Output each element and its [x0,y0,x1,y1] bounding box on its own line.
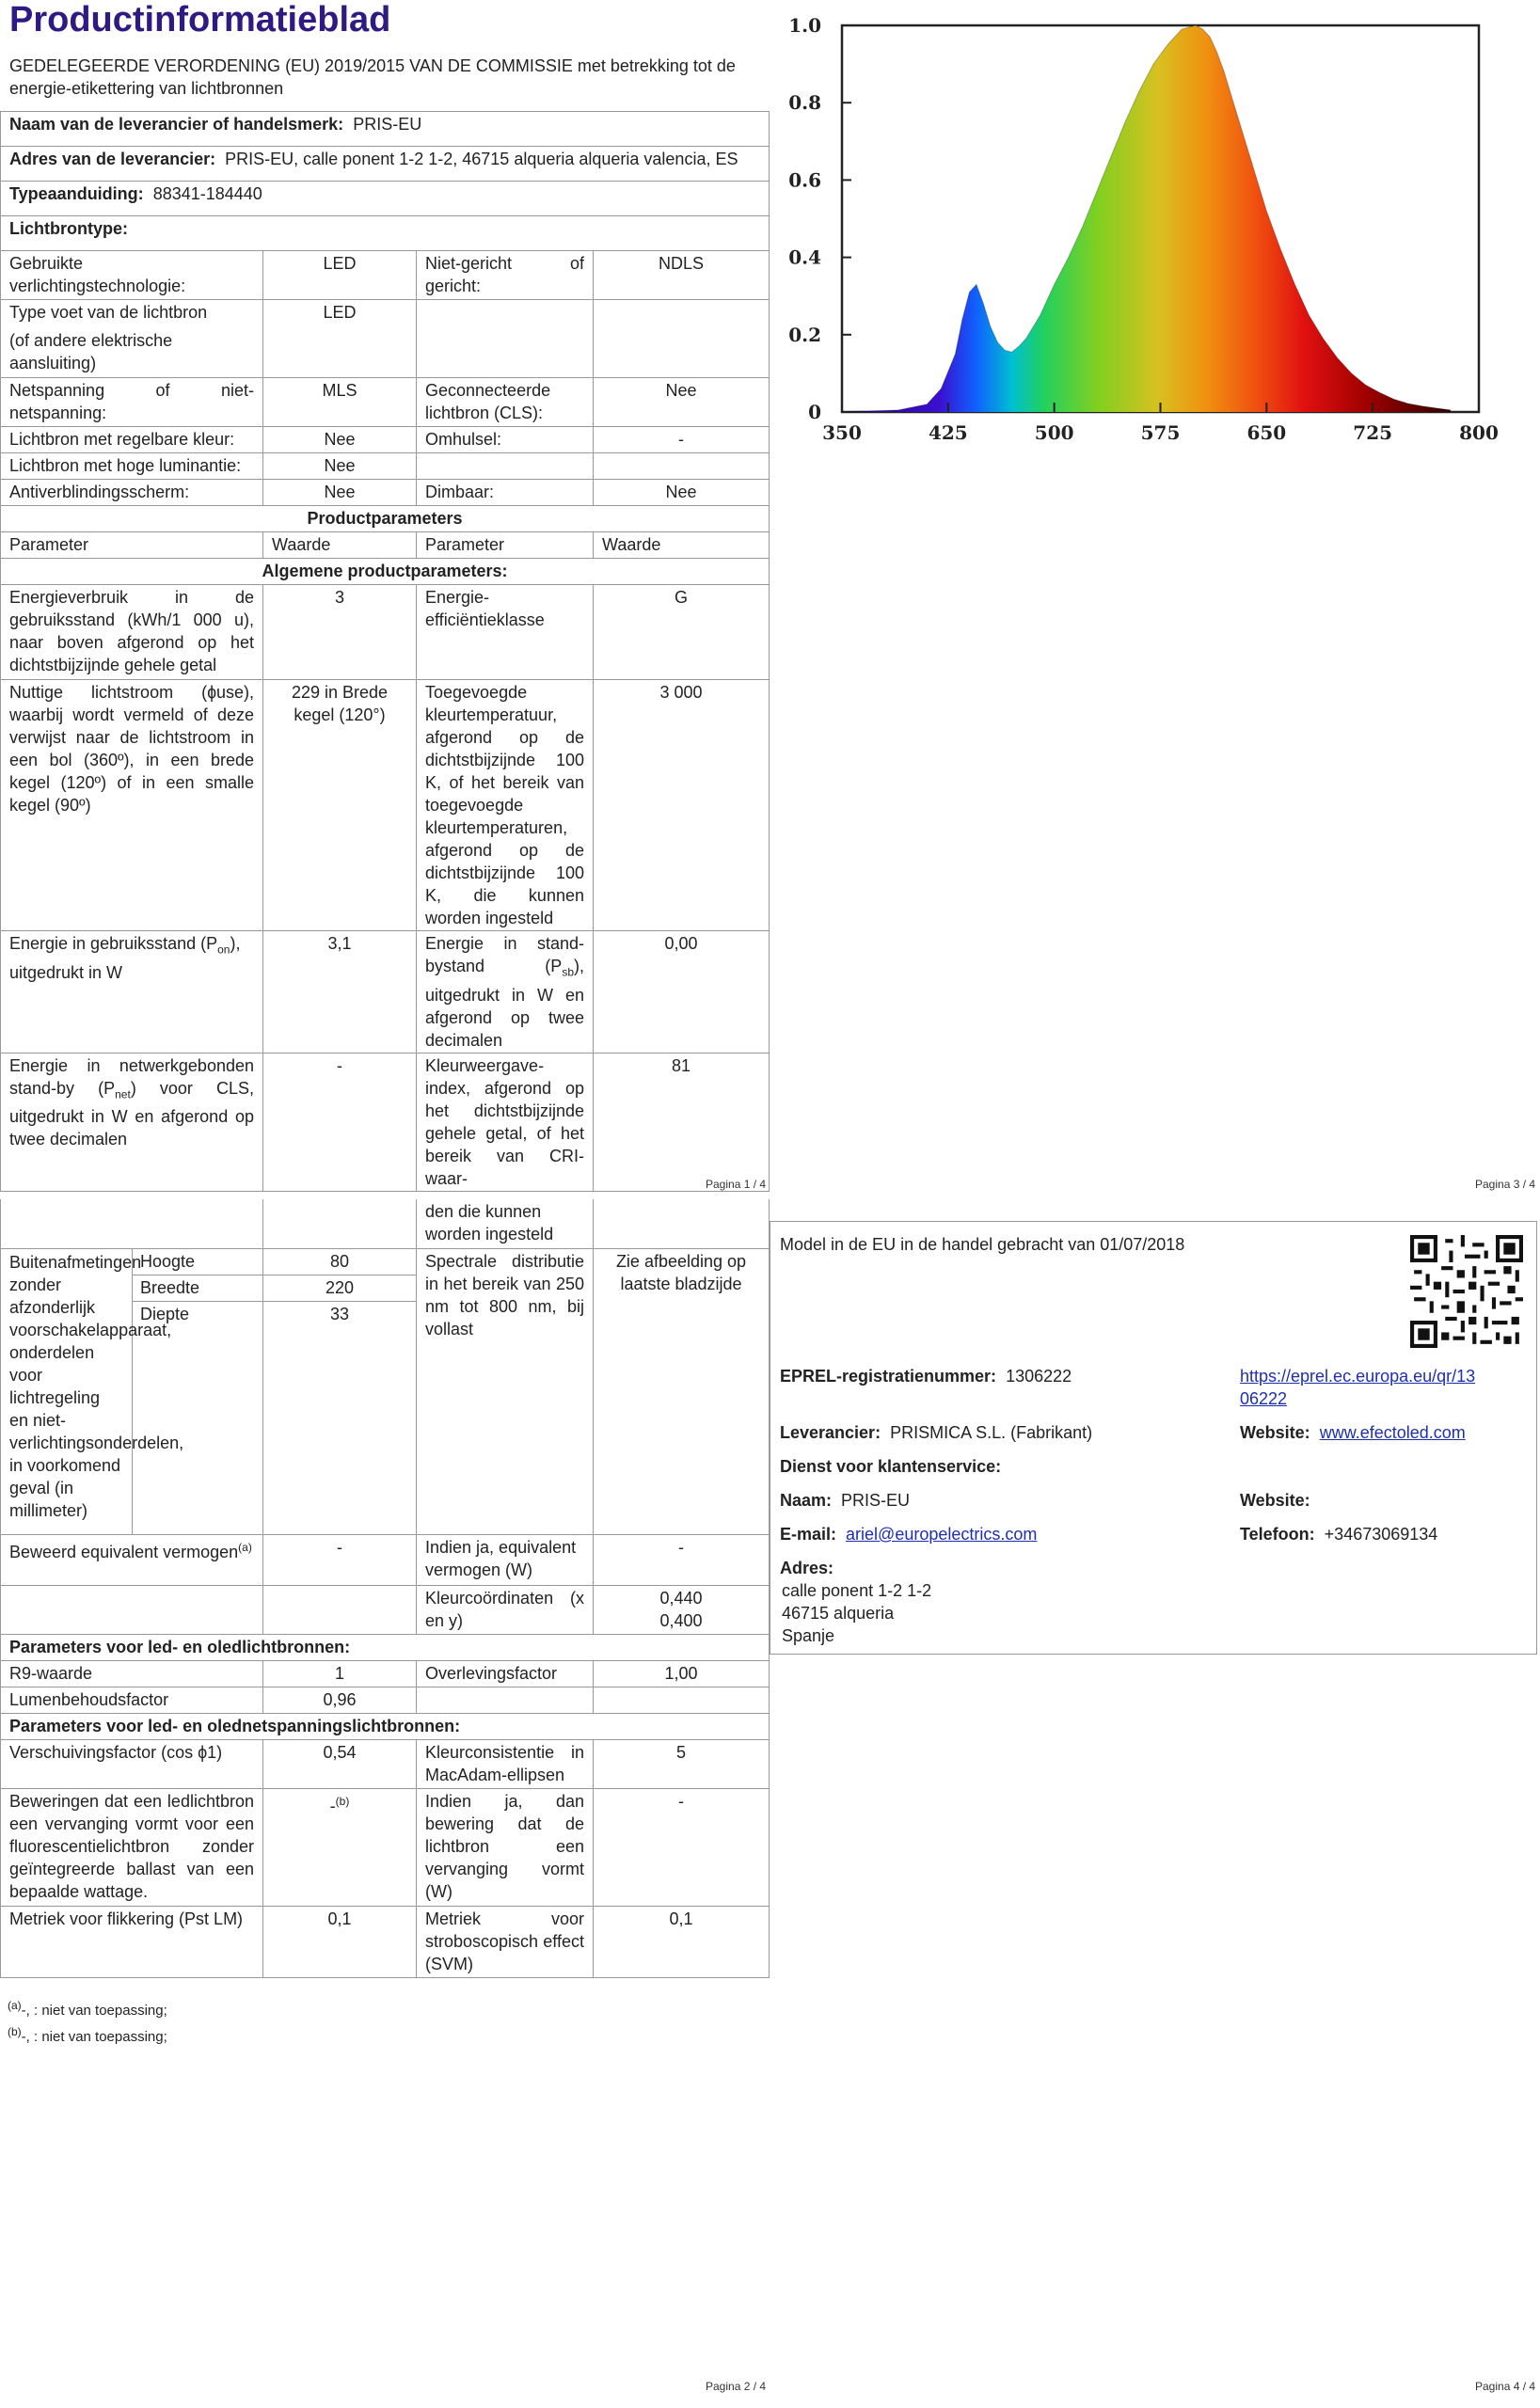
x-tick-label: 575 [1140,421,1181,444]
model-row [1,182,770,216]
energy-class-label: Energie-efficiëntieklasse [417,585,594,680]
high-luminance-value: Nee [263,453,417,480]
footnote-a-mark: (a) [8,1999,22,2012]
led-mains-parameters-heading: Parameters voor led- en olednetspanningslichtbronnen: [1,1713,770,1739]
footnote-b [8,2020,167,2049]
page-number-3: Pagina 3 / 4 [1475,1178,1536,1191]
cap-empty-cell-2 [594,300,770,378]
footnote-a [8,1994,167,2022]
eprel-info-box [770,1221,1537,1655]
model-value: 88341-184440 [152,184,262,203]
column-header-value-2: Waarde [594,532,770,559]
mains-label: Netspanning of niet-netspanning: [1,378,263,427]
standby-power-label-text-2: ), uitgedrukt in W en afgerond op twee decimalen [425,957,584,1050]
qr-code-icon[interactable] [1410,1235,1523,1348]
service-address-line2: 46715 alqueria [782,1604,895,1623]
displacement-factor-value: 0,54 [263,1739,417,1788]
cct-value: 3 000 [594,680,770,931]
replacement-claim-value [263,1788,417,1906]
replacement-claim-footnote-mark: (b) [335,1794,350,1808]
service-email-link[interactable]: ariel@europelectrics.com [846,1525,1038,1544]
technology-value: LED [263,251,417,300]
cri-label: Kleurweergave-index, afgerond op het dichtstbijzijnde gehele getal, of het bereik van CRI-waar- [417,1053,594,1191]
service-name [780,1489,910,1512]
equivalent-power-label: Indien ja, equivalent vermogen (W) [417,1534,594,1585]
supplier-info-value: PRISMICA S.L. (Fabrikant) [890,1423,1093,1442]
height-value: 80 [263,1248,417,1275]
useful-flux-value: 229 in Brede kegel (120°) [263,680,417,931]
customer-service-heading: Dienst voor klantenservice: [780,1457,1002,1476]
spectral-distribution-value: Zie afbeelding op laatste bladzijde [594,1248,770,1534]
standby-power-value: 0,00 [594,931,770,1054]
address-label: Adres van de leverancier: [9,150,216,168]
cap-type-value: LED [263,300,417,378]
x-tick-label: 500 [1034,421,1074,444]
r9-label: R9-waarde [1,1660,263,1687]
depth-value: 33 [263,1301,417,1534]
supplier-info [780,1421,1092,1444]
product-info-table-continued [0,1199,770,1978]
footnote-b-mark: (b) [8,2025,22,2038]
replacement-claim-value-text: - [329,1796,336,1815]
cls-value: Nee [594,378,770,427]
directional-value: NDLS [594,251,770,300]
supplier-value: PRIS-EU [353,115,422,134]
footnote-b-text: -, : niet van toepassing; [21,2029,167,2045]
service-phone [1240,1523,1437,1545]
supplier-website-label: Website: [1240,1423,1310,1442]
cri-value: 81 [594,1053,770,1191]
y-tick-label: 0.8 [788,91,821,115]
empty-cell [417,453,594,480]
service-phone-value: +34673069134 [1324,1525,1438,1544]
empty-cell [263,1199,417,1248]
high-luminance-label: Lichtbron met hoge luminantie: [1,453,263,480]
anti-glare-value: Nee [263,480,417,506]
replacement-power-label: Indien ja, dan bewering dat de lichtbron een vervanging vormt (W) [417,1788,594,1906]
technology-label: Gebruikte verlichtingstechnologie: [1,251,263,300]
claimed-power-label [1,1534,263,1585]
networked-standby-value: - [263,1053,417,1191]
x-tick-label: 425 [928,421,968,444]
mains-value: MLS [263,378,417,427]
stroboscopic-metric-label: Metriek voor stroboscopisch effect (SVM) [417,1906,594,1977]
service-email [780,1523,1037,1545]
y-tick-label: 0 [808,401,821,423]
page-number-2: Pagina 2 / 4 [706,2380,767,2393]
address-row [1,147,770,182]
r9-value: 1 [263,1660,417,1687]
empty-cell [1,1585,263,1634]
empty-cell [1,1199,263,1248]
column-header-value: Waarde [263,532,417,559]
standby-power-label [417,931,594,1054]
page-title: Productinformatieblad [9,0,391,40]
dimmable-label: Dimbaar: [417,480,594,506]
lumen-maintenance-label: Lumenbehoudsfactor [1,1687,263,1713]
supplier-info-label: Leverancier: [780,1423,881,1442]
width-value: 220 [263,1275,417,1301]
footnote-a-text: -, : niet van toepassing; [21,2003,167,2019]
envelope-value: - [594,427,770,453]
dimensions-label: Buitenafmetingen zonder afzonderlijk voorschakelapparaat, onderdelen voor lichtregeling en niet-verlichtingsonderdelen, in voorkomend geval (in millimeter) [1,1248,133,1534]
address-value: PRIS-EU, calle ponent 1-2 1-2, 46715 alqueria alqueria valencia, ES [225,150,738,168]
on-mode-power-label-text-2: ), uitgedrukt in W [9,934,241,982]
cap-type-label-line1: Type voet van de lichtbron [9,303,208,322]
tunable-colour-value: Nee [263,427,417,453]
service-email-label: E-mail: [780,1525,837,1544]
on-mode-power-value: 3,1 [263,931,417,1054]
equivalent-power-value: - [594,1534,770,1585]
x-tick-label: 800 [1459,421,1499,444]
service-address-line1: calle ponent 1-2 1-2 [782,1581,932,1600]
macadam-value: 5 [594,1739,770,1788]
model-label: Typeaanduiding: [9,184,144,203]
page-number-1: Pagina 1 / 4 [706,1178,767,1191]
empty-cell [263,1585,417,1634]
page-number-4: Pagina 4 / 4 [1475,2380,1536,2393]
x-tick-label: 350 [822,421,862,444]
cri-label-continued: den die kunnen worden ingesteld [417,1199,594,1248]
empty-cell [594,1199,770,1248]
stroboscopic-metric-value: 0,1 [594,1906,770,1977]
envelope-label: Omhulsel: [417,427,594,453]
claimed-power-footnote-mark: (a) [238,1540,252,1554]
lightsource-type-heading: Lichtbrontype: [1,216,770,251]
cap-empty-cell [417,300,594,378]
spectral-distribution-chart [771,0,1540,461]
width-label: Breedte [133,1275,263,1301]
chromaticity-y: 0,400 [659,1610,703,1630]
standby-power-sub: sb [562,965,574,979]
replacement-power-value: - [594,1788,770,1906]
y-tick-label: 1.0 [788,14,821,37]
networked-standby-label-text-2: ) voor CLS, uitgedrukt in W en afgerond op twee decimalen [9,1078,254,1149]
spectral-distribution-label: Spectrale distributie in het bereik van 250 nm tot 800 nm, bij vollast [417,1248,594,1534]
led-parameters-heading: Parameters voor led- en oledlichtbronnen: [1,1634,770,1660]
energy-class-value: G [594,585,770,680]
flicker-metric-label: Metriek voor flikkering (Pst LM) [1,1906,263,1977]
dimmable-value: Nee [594,480,770,506]
supplier-row [1,112,770,147]
survival-factor-value: 1,00 [594,1660,770,1687]
macadam-label: Kleurconsistentie in MacAdam-ellipsen [417,1739,594,1788]
y-tick-label: 0.2 [788,323,821,346]
service-phone-label: Telefoon: [1240,1525,1315,1544]
tunable-colour-label: Lichtbron met regelbare kleur: [1,427,263,453]
column-header-parameter: Parameter [1,532,263,559]
service-name-value: PRIS-EU [841,1491,911,1510]
service-website-label: Website: [1240,1491,1310,1510]
regulation-subtitle: GEDELEGEERDE VERORDENING (EU) 2019/2015 VAN DE COMMISSIE met betrekking tot de energie-etikettering van lichtbronnen [9,56,736,98]
cap-type-label [1,300,263,378]
column-header-parameter-2: Parameter [417,532,594,559]
service-address-line3: Spanje [782,1626,835,1645]
claimed-power-value: - [263,1534,417,1585]
height-label: Hoogte [133,1248,263,1275]
eprel-registration-value: 1306222 [1006,1367,1072,1386]
y-tick-label: 0.6 [788,168,821,192]
anti-glare-label: Antiverblindingsscherm: [1,480,263,506]
eprel-registration-label: EPREL-registratienummer: [780,1367,997,1386]
supplier-website [1240,1421,1466,1444]
x-tick-label: 650 [1246,421,1287,444]
on-mode-power-label [1,931,263,1054]
energy-consumption-label: Energieverbruik in de gebruiksstand (kWh/1 000 u), naar boven afgerond op het dichtstbijzijnde gehele getal [1,585,263,680]
placed-on-market: Model in de EU in de handel gebracht van 01/07/2018 [780,1235,1185,1254]
x-tick-label: 725 [1353,421,1393,444]
empty-cell [417,1687,594,1713]
chromaticity-x: 0,440 [659,1588,703,1608]
survival-factor-label: Overlevingsfactor [417,1660,594,1687]
chromaticity-label: Kleurcoördinaten (x en y) [417,1585,594,1634]
standby-power-label-text: Energie in stand-bystand (P [425,934,584,975]
y-tick-label: 0.4 [788,246,821,269]
chart-plot-area [788,14,1499,444]
networked-standby-label [1,1053,263,1191]
empty-cell [594,453,770,480]
general-parameters-heading: Algemene productparameters: [1,559,770,585]
useful-flux-label: Nuttige lichtstroom (ɸuse), waarbij wordt vermeld of deze verwijst naar de lichtstroom in een bol (360º), in een brede kegel (120º) of in een smalle kegel (90º) [1,680,263,931]
service-name-label: Naam: [780,1491,833,1510]
displacement-factor-label: Verschuivingsfactor (cos ϕ1) [1,1739,263,1788]
eprel-link[interactable]: https://eprel.ec.europa.eu/qr/1306222 [1240,1367,1476,1408]
service-address-label: Adres: [780,1559,834,1577]
cap-type-label-line2: (of andere elektrische aansluiting) [9,331,173,372]
replacement-claim-label: Beweringen dat een ledlichtbron een vervanging vormt voor een fluorescentielichtbron zonder geïntegreerde ballast van een bepaalde wattage. [1,1788,263,1906]
supplier-website-link[interactable]: www.efectoled.com [1319,1423,1466,1442]
on-mode-power-sub: on [217,943,230,957]
product-info-table [0,111,770,1192]
on-mode-power-label-text: Energie in gebruiksstand (P [9,934,218,953]
empty-cell [594,1687,770,1713]
claimed-power-label-text: Beweerd equivalent vermogen [9,1542,239,1561]
product-parameters-heading: Productparameters [1,506,770,532]
eprel-registration [780,1365,1072,1387]
networked-standby-label-text: Energie in netwerkgebonden stand-by (P [9,1055,254,1098]
depth-label: Diepte [133,1301,263,1534]
flicker-metric-value: 0,1 [263,1906,417,1977]
cct-label: Toegevoegde kleurtemperatuur, afgerond op de dichtstbijzijnde 100 K, of het bereik van toegevoegde kleurtemperaturen, afgerond op de dichtstbijzijnde 100 K, die kunnen worden ingesteld [417,680,594,931]
directional-label: Niet-gericht of gericht: [417,251,594,300]
supplier-label: Naam van de leverancier of handelsmerk: [9,115,344,134]
cls-label: Geconnecteerde lichtbron (CLS): [417,378,594,427]
networked-standby-sub: net [115,1087,131,1101]
chromaticity-value [594,1585,770,1634]
energy-consumption-value: 3 [263,585,417,680]
lumen-maintenance-value: 0,96 [263,1687,417,1713]
